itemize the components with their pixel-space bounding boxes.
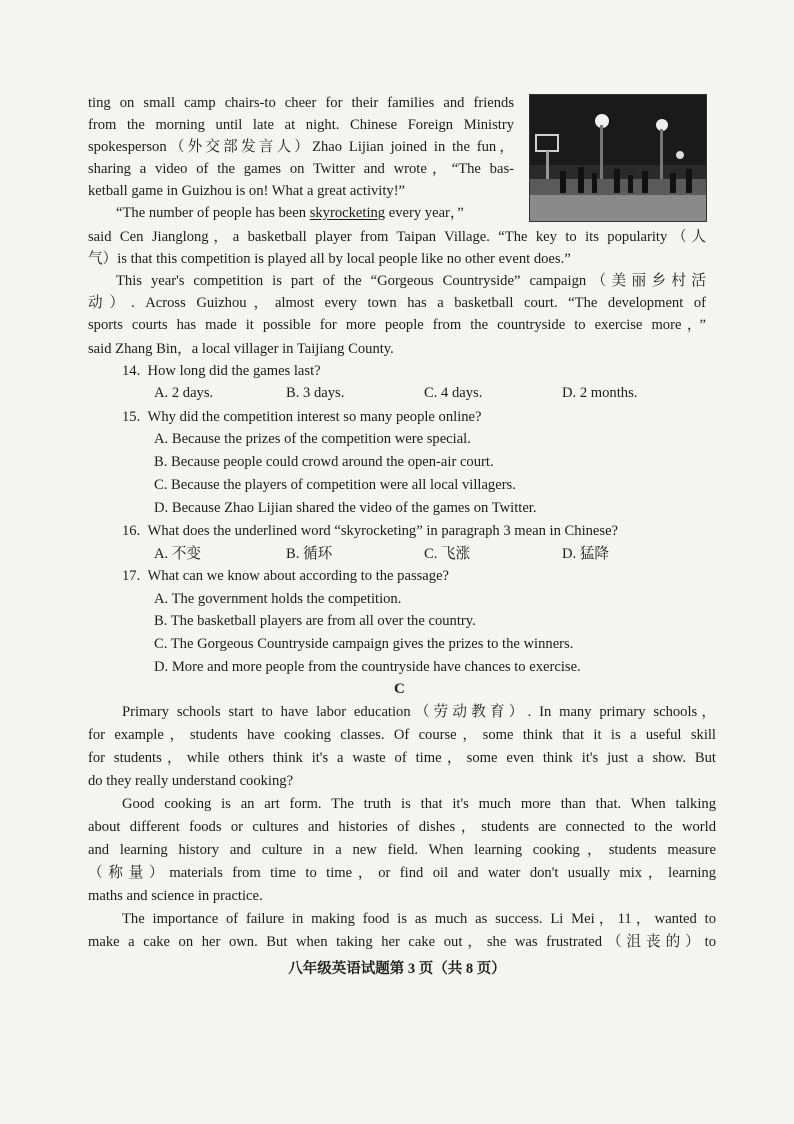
option-16c[interactable]: C. 飞涨	[424, 546, 471, 562]
question-number: 15.	[122, 409, 141, 425]
passage-line: maths and science in practice.	[88, 888, 263, 904]
passage-line: 气）is that this competition is played all by local people like no other event does.”	[88, 251, 571, 267]
passage-line: do they really understand cooking?	[88, 773, 294, 789]
passage-line: make a cake on her own. But when taking her cake out，she was frustrated（沮丧的）to	[88, 934, 716, 950]
question-number: 14.	[122, 363, 141, 379]
option-17a[interactable]: A. The government holds the competition.	[154, 591, 402, 607]
option-15a[interactable]: A. Because the prizes of the competition were special.	[154, 431, 471, 447]
passage-line: for example，students have cooking classes. Of course，some think that it is a useful skill	[88, 727, 716, 743]
option-15b[interactable]: B. Because people could crowd around the open-air court.	[154, 454, 494, 470]
option-16b[interactable]: B. 循环	[286, 546, 333, 562]
question-14	[122, 360, 321, 382]
passage-line: said Cen Jianglong，a basketball player from Taipan Village. “The key to its popularity（人	[88, 229, 706, 245]
option-15d[interactable]: D. Because Zhao Lijian shared the video of the games on Twitter.	[154, 500, 537, 516]
question-16	[122, 520, 618, 542]
passage-line: Good cooking is an art form. The truth is that it's much more than that. When talking	[122, 796, 716, 812]
passage-line: spokesperson（外交部发言人）Zhao Lijian joined in the fun，	[88, 139, 514, 155]
passage-line: This year's competition is part of the “Gorgeous Countryside” campaign（美丽乡村活	[116, 273, 706, 289]
option-14c[interactable]: C. 4 days.	[424, 385, 483, 401]
underlined-word-skyrocketing: skyrocketing	[309, 205, 386, 221]
passage-line: ting on small camp chairs-to cheer for their families and friends	[88, 95, 514, 111]
option-14b[interactable]: B. 3 days.	[286, 385, 345, 401]
basketball-game-photo	[529, 94, 707, 222]
question-stem: What can we know about according to the passage?	[147, 568, 450, 584]
option-17c[interactable]: C. The Gorgeous Countryside campaign gives the prizes to the winners.	[154, 636, 574, 652]
passage-line: said Zhang Bin，a local villager in Taijiang County.	[88, 341, 394, 357]
passage-text: every year，”	[385, 205, 464, 221]
option-14a[interactable]: A. 2 days.	[154, 385, 214, 401]
option-14d[interactable]: D. 2 months.	[562, 385, 638, 401]
passage-line: about different foods or cultures and histories of dishes，students are connected to the world	[88, 819, 716, 835]
option-15c[interactable]: C. Because the players of competition were all local villagers.	[154, 477, 516, 493]
passage-line	[116, 202, 464, 224]
option-17b[interactable]: B. The basketball players are from all over the country.	[154, 613, 476, 629]
section-c-heading: C	[394, 681, 405, 697]
question-number: 16.	[122, 523, 141, 539]
question-15	[122, 406, 482, 428]
question-stem: Why did the competition interest so many people online?	[147, 409, 482, 425]
passage-line: for students，while others think it's a waste of time，some even think it's just a show. But	[88, 750, 716, 766]
passage-line: and learning history and culture in a new field. When learning cooking，students measure	[88, 842, 716, 858]
passage-line: sports courts has made it possible for more people from the countryside to exercise more，”	[88, 317, 706, 333]
option-16a[interactable]: A. 不变	[154, 546, 202, 562]
question-17	[122, 565, 449, 587]
question-stem: How long did the games last?	[147, 363, 321, 379]
page-footer: 八年级英语试题第 3 页（共 8 页）	[288, 961, 506, 977]
option-16d[interactable]: D. 猛降	[562, 546, 610, 562]
passage-line: sharing a video of the games on Twitter and wrote，“The bas-	[88, 161, 514, 177]
option-17d[interactable]: D. More and more people from the countryside have chances to exercise.	[154, 659, 581, 675]
question-number: 17.	[122, 568, 141, 584]
passage-line: 动）. Across Guizhou，almost every town has a basketball court. “The development of	[88, 295, 706, 311]
passage-line: （称量）materials from time to time，or find oil and water don't usually mix，learning	[88, 865, 716, 881]
passage-line: from the morning until late at night. Chinese Foreign Ministry	[88, 117, 514, 133]
passage-text: “The number of people has been	[116, 205, 310, 221]
question-stem: What does the underlined word “skyrocketing” in paragraph 3 mean in Chinese?	[147, 523, 619, 539]
passage-line: The importance of failure in making food is as much as success. Li Mei，11，wanted to	[122, 911, 716, 927]
passage-line: Primary schools start to have labor education（劳动教育）. In many primary schools，	[122, 704, 716, 720]
passage-line: ketball game in Guizhou is on! What a great activity!”	[88, 183, 406, 199]
